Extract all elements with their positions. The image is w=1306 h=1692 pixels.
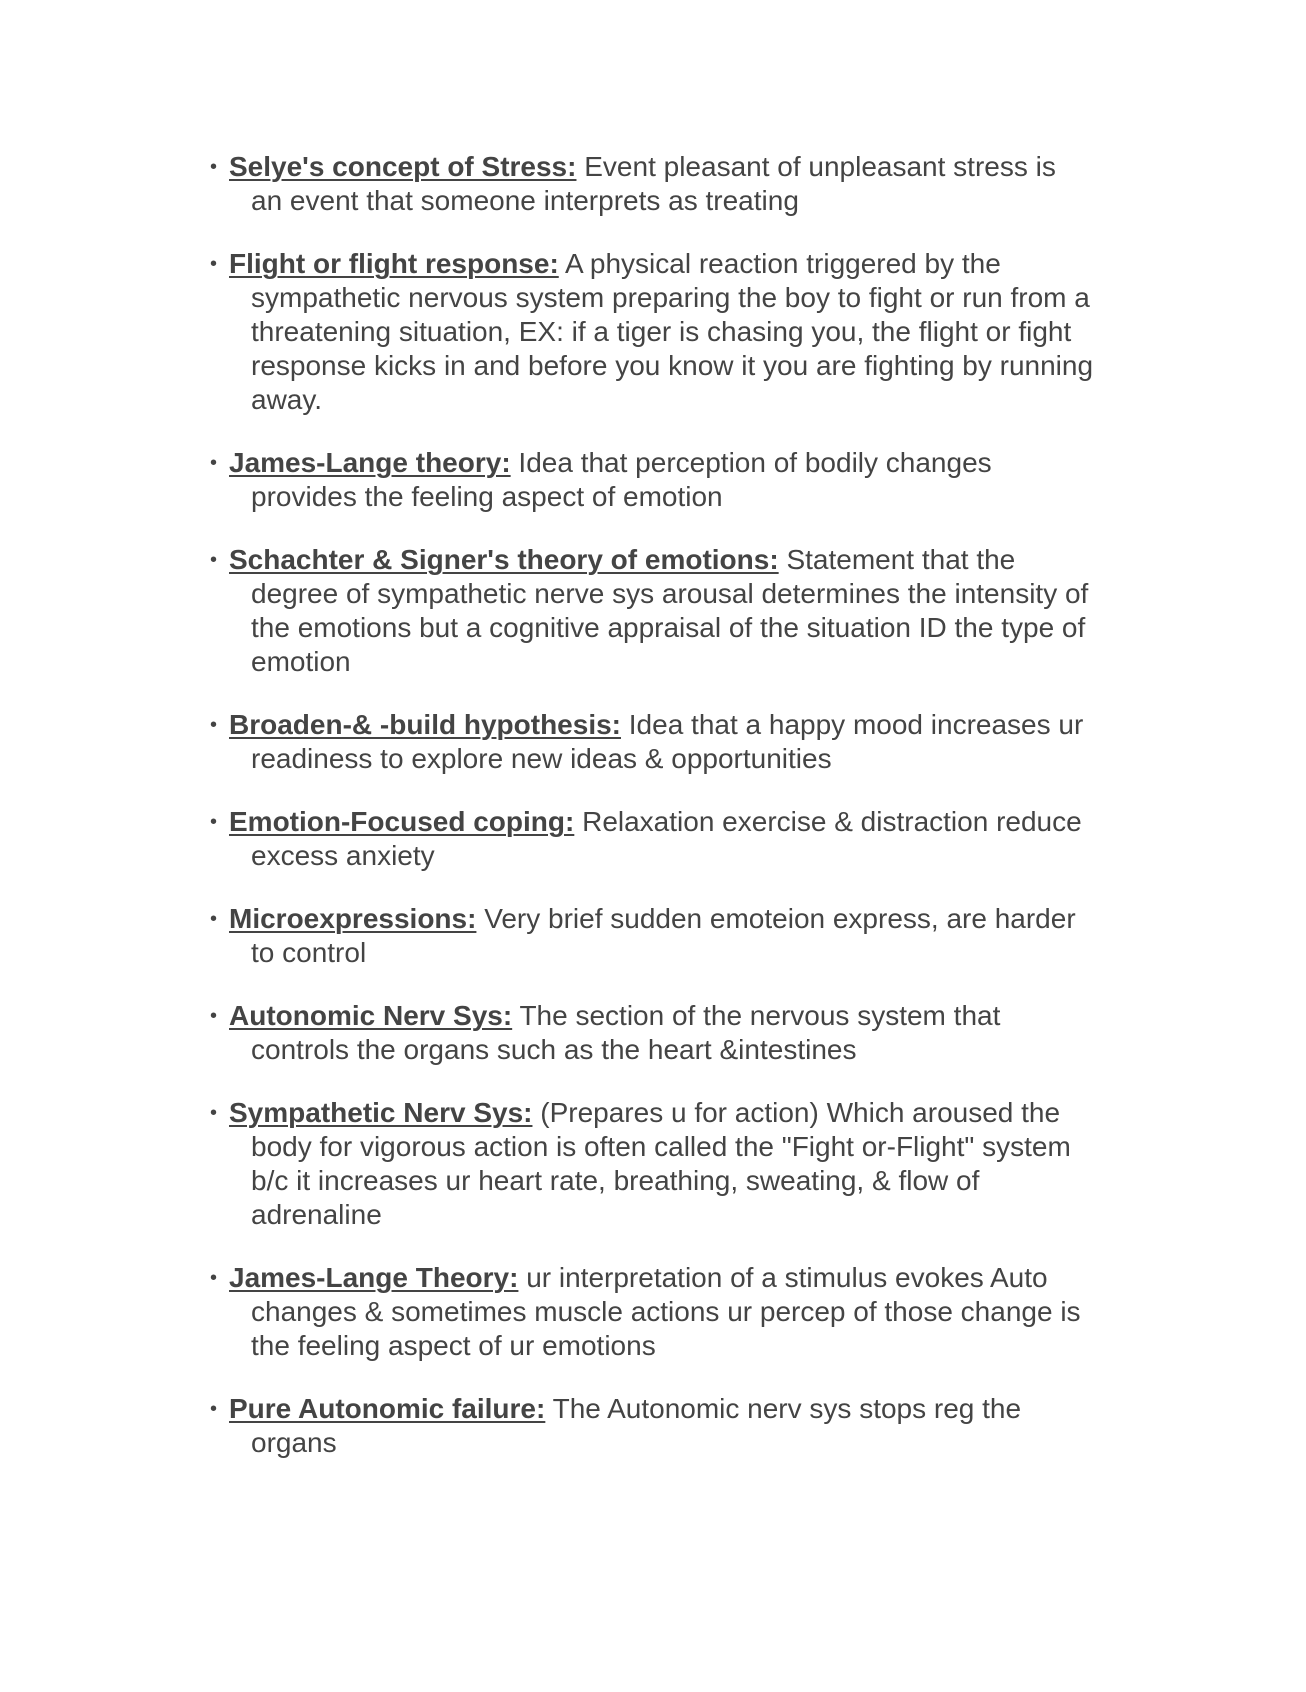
definition-continuation: excess anxiety [251, 840, 435, 871]
term-first-line [229, 708, 1165, 742]
definition-continuation: changes & sometimes muscle actions ur percep of those change is [251, 1296, 1081, 1327]
term-first-line [229, 150, 1165, 184]
term-first-line [229, 1096, 1165, 1130]
term-heading: Flight or flight response: [229, 248, 559, 279]
term-definition: Relaxation exercise & distraction reduce [582, 806, 1082, 837]
list-item [205, 1096, 1165, 1232]
bullet-icon: • [210, 253, 218, 275]
bullet-icon: • [210, 1102, 218, 1124]
list-item [205, 999, 1165, 1067]
term-first-line [229, 247, 1165, 281]
definition-continuation: controls the organs such as the heart &intestines [251, 1034, 857, 1065]
definition-continuation: sympathetic nervous system preparing the boy to fight or run from a [251, 282, 1090, 313]
term-definition: The section of the nervous system that [519, 1000, 1001, 1031]
term-definition: Idea that a happy mood increases ur [628, 709, 1084, 740]
term-definition: A physical reaction triggered by the [565, 248, 1001, 279]
definition-continuation: b/c it increases ur heart rate, breathing, sweating, & flow of [251, 1165, 980, 1196]
term-heading: Sympathetic Nerv Sys: [229, 1097, 533, 1128]
definition-continuation: to control [251, 937, 367, 968]
definition-continuation: provides the feeling aspect of emotion [251, 481, 723, 512]
definition-continuation: adrenaline [251, 1199, 382, 1230]
term-heading: Schachter & Signer's theory of emotions: [229, 544, 779, 575]
definition-continuation: threatening situation, EX: if a tiger is chasing you, the flight or fight [251, 316, 1072, 347]
bullet-icon: • [210, 811, 218, 833]
bullet-icon: • [210, 1267, 218, 1289]
term-first-line [229, 543, 1165, 577]
list-item [205, 1392, 1165, 1460]
definition-continuation: an event that someone interprets as treating [251, 185, 799, 216]
bullet-icon: • [210, 908, 218, 930]
definition-continuation: the emotions but a cognitive appraisal of the situation ID the type of [251, 612, 1086, 643]
list-item [205, 1261, 1165, 1363]
definition-continuation: degree of sympathetic nerve sys arousal determines the intensity of [251, 578, 1089, 609]
list-item [205, 446, 1165, 514]
bullet-icon: • [210, 714, 218, 736]
term-heading: Pure Autonomic failure: [229, 1393, 546, 1424]
bullet-icon: • [210, 156, 218, 178]
list-item [205, 543, 1165, 679]
term-first-line [229, 446, 1165, 480]
term-heading: James-Lange Theory: [229, 1262, 519, 1293]
term-first-line [229, 805, 1165, 839]
list-item [205, 805, 1165, 873]
term-heading: Broaden-& -build hypothesis: [229, 709, 621, 740]
term-definition: ur interpretation of a stimulus evokes Auto [526, 1262, 1048, 1293]
term-list [205, 150, 1165, 1489]
term-first-line [229, 1261, 1165, 1295]
bullet-icon: • [210, 1398, 218, 1420]
list-item [205, 150, 1165, 218]
definition-continuation: response kicks in and before you know it you are fighting by running [251, 350, 1094, 381]
term-definition: Event pleasant of unpleasant stress is [584, 151, 1056, 182]
definition-continuation: body for vigorous action is often called the "Fight or-Flight" system [251, 1131, 1071, 1162]
definition-continuation: organs [251, 1427, 337, 1458]
term-heading: Autonomic Nerv Sys: [229, 1000, 513, 1031]
bullet-icon: • [210, 549, 218, 571]
list-item [205, 708, 1165, 776]
term-heading: Microexpressions: [229, 903, 477, 934]
term-first-line [229, 999, 1165, 1033]
list-item [205, 902, 1165, 970]
bullet-icon: • [210, 452, 218, 474]
term-definition: Statement that the [786, 544, 1016, 575]
term-first-line [229, 902, 1165, 936]
term-definition: (Prepares u for action) Which aroused the [540, 1097, 1061, 1128]
definition-continuation: readiness to explore new ideas & opportunities [251, 743, 832, 774]
definition-continuation: the feeling aspect of ur emotions [251, 1330, 656, 1361]
definition-continuation: away. [251, 384, 323, 415]
term-heading: Emotion-Focused coping: [229, 806, 575, 837]
term-first-line [229, 1392, 1165, 1426]
term-heading: Selye's concept of Stress: [229, 151, 577, 182]
list-item [205, 247, 1165, 417]
term-heading: James-Lange theory: [229, 447, 511, 478]
term-definition: Very brief sudden emoteion express, are harder [484, 903, 1076, 934]
term-definition: The Autonomic nerv sys stops reg the [552, 1393, 1022, 1424]
definition-continuation: emotion [251, 646, 351, 677]
bullet-icon: • [210, 1005, 218, 1027]
term-definition: Idea that perception of bodily changes [518, 447, 992, 478]
